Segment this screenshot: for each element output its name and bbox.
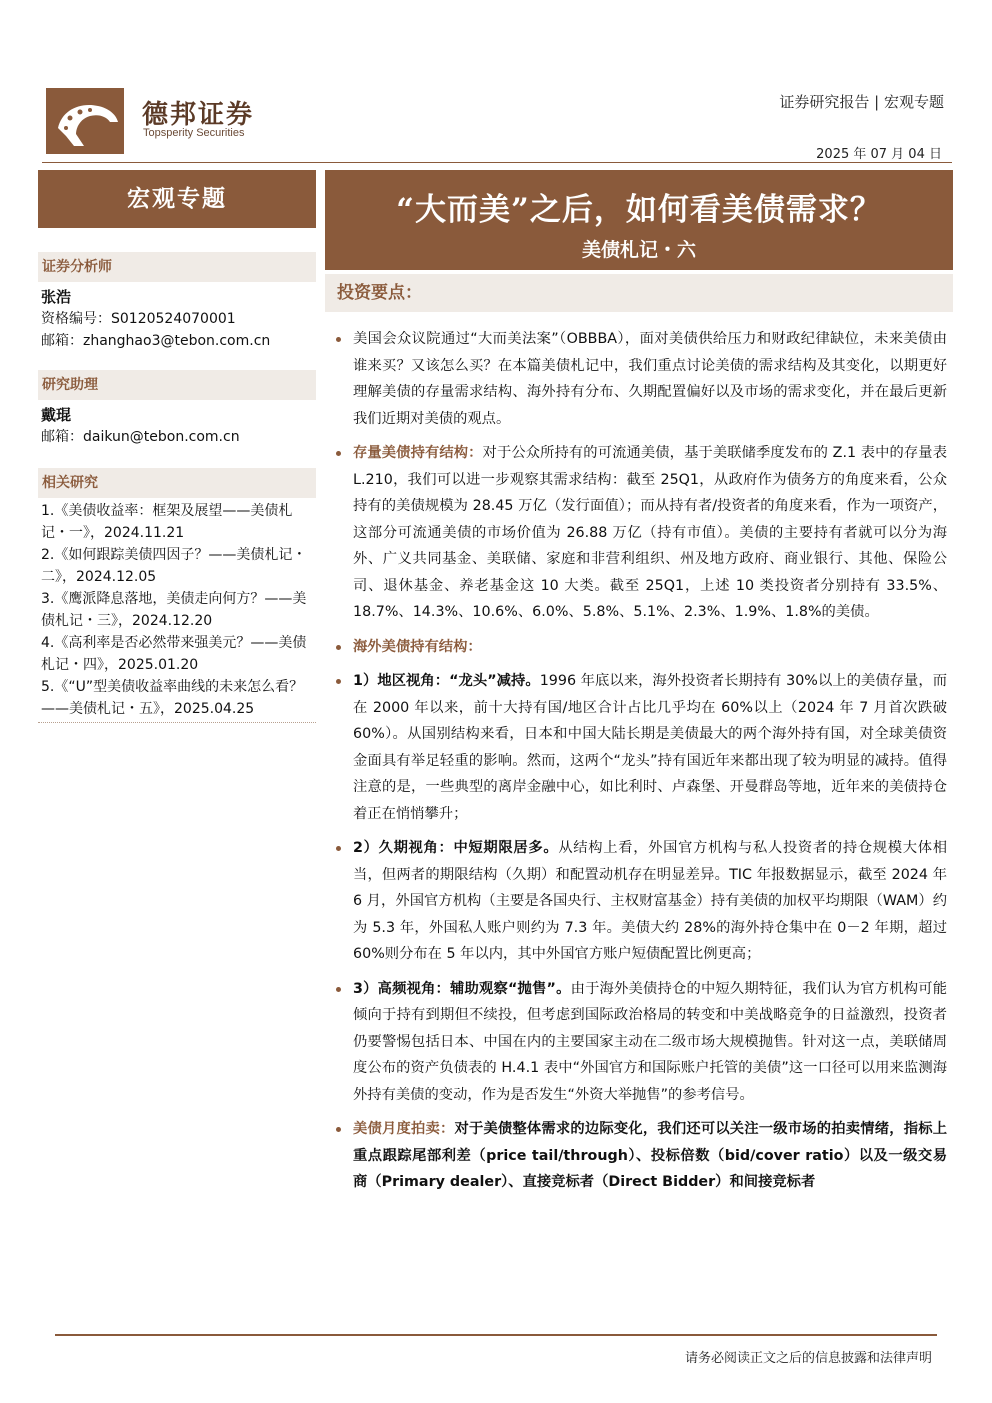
assistant-heading: 研究助理 — [38, 370, 316, 400]
key-point-paragraph: 1）地区视角：“龙头”减持。1996 年底以来，海外投资者长期持有 30%以上的美债存量，而在 2000 年以来，前十大持有国/地区合计占比几乎均在 60%以上（2024 年 7 月首次跌破 60%）。从国别结构来看，日本和中国大陆长期是美债最大的两个海外持有国，对全球美债资金面具有举足轻重的影响。然而，这两个“龙头”持有国近年来都出现了较为明显的减持。值得注意的是，一些典型的离岸金融中心，如比利时、卢森堡、开曼群岛等地，近年来的美债持仓着正在悄悄攀升； — [335, 668, 947, 827]
key-point-paragraph: 海外美债持有结构： — [335, 634, 947, 661]
footer-divider — [55, 1334, 937, 1336]
key-points-heading: 投资要点： — [325, 274, 953, 312]
category-banner: 宏观专题 — [38, 170, 316, 228]
bullet-icon — [336, 451, 341, 456]
related-research-item[interactable]: 2.《如何跟踪美债四因子？——美债札记・二》，2024.12.05 — [41, 547, 307, 585]
brand-name-cn: 德邦证券 — [142, 100, 255, 130]
title-banner — [325, 170, 953, 270]
related-research-heading: 相关研究 — [38, 468, 316, 498]
related-research-item[interactable]: 5.《“U”型美债收益率曲线的未来怎么看？——美债札记・五》，2025.04.25 — [41, 679, 304, 717]
analyst-cert: 资格编号：S0120524070001 — [41, 311, 236, 327]
related-research-item[interactable]: 1.《美债收益率：框架及展望——美债札记・一》，2024.11.21 — [41, 503, 293, 541]
brand-name-en: Topsperity Securities — [143, 127, 245, 139]
footer-disclaimer: 请务必阅读正文之后的信息披露和法律声明 — [684, 1351, 932, 1366]
bullet-icon — [336, 679, 341, 684]
related-research-list — [41, 500, 317, 720]
bullet-icon — [336, 337, 341, 342]
bullet-icon — [336, 645, 341, 650]
key-point-paragraph: 3）高频视角：辅助观察“抛售”。由于海外美债持仓的中短久期特征，我们认为官方机构可能倾向于持有到期但不续投，但考虑到国际政治格局的转变和中美战略竞争的日益激烈，投资者仍要警惕包括日本、中国在内的主要国家主动在二级市场大规模抛售。针对这一点，美联储周度公布的资产负债表的 H.4.1 表中“外国官方和国际账户托管的美债”这一口径可以用来监测海外持有美债的变动，作为是否发生“外资大举抛售”的参考信号。 — [335, 976, 947, 1109]
bullet-icon — [336, 1127, 341, 1132]
key-point-paragraph: 美国会众议院通过“大而美法案”（OBBBA），面对美债供给压力和财政纪律缺位，未来美债由谁来买？又该怎么买？在本篇美债札记中，我们重点讨论美债的需求结构及其变化，以期更好理解美债的存量需求结构、海外持有分布、久期配置偏好以及市场的需求变化，并在最后更新我们近期对美债的观点。 — [335, 326, 947, 432]
analyst-name: 张浩 — [41, 288, 72, 306]
company-logo — [46, 88, 124, 154]
bullet-icon — [336, 846, 341, 851]
report-subtitle: 美债札记・六 — [581, 239, 696, 261]
assistant-email[interactable]: 邮箱：daikun@tebon.com.cn — [41, 429, 240, 445]
document-type: 证券研究报告 | 宏观专题 — [779, 93, 944, 111]
leopard-logo-icon — [46, 88, 124, 154]
key-points-body — [335, 326, 947, 1204]
related-research-item[interactable]: 3.《鹰派降息落地，美债走向何方？——美债札记・三》，2024.12.20 — [41, 591, 307, 629]
report-title: “大而美”之后，如何看美债需求？ — [396, 192, 882, 228]
analyst-info — [41, 286, 270, 352]
related-research-item[interactable]: 4.《高利率是否必然带来强美元？——美债札记・四》，2025.01.20 — [41, 635, 307, 673]
key-point-paragraph: 存量美债持有结构：对于公众所持有的可流通美债，基于美联储季度发布的 Z.1 表中的存量表 L.210，我们可以进一步观察其需求结构：截至 25Q1，从政府作为债务方的角度来看，公众持有的美债规模为 28.45 万亿（发行面值）；而从持有者/投资者的角度来看，作为一项资产，这部分可流通美债的市场价值为 26.88 万亿（持有市值）。美债的主要持有者就可以分为海外、广义共同基金、美联储、家庭和非营利组织、州及地方政府、商业银行、其他、保险公司、退休基金、养老基金这 10 大类。截至 25Q1，上述 10 类投资者分别持有 33.5%、18.7%、14.3%、10.6%、6.0%、5.8%、5.1%、2.3%、1.9%、1.8%的美债。 — [335, 440, 947, 626]
key-point-paragraph: 2）久期视角：中短期限居多。从结构上看，外国官方机构与私人投资者的持仓规模大体相当，但两者的期限结构（久期）和配置动机存在明显差异。TIC 年报数据显示，截至 2024 年 6 月，外国官方机构（主要是各国央行、主权财富基金）持有美债的加权平均期限（WAM）约为 5.3 年，外国私人账户则约为 7.3 年。美债大约 28%的海外持仓集中在 0－2 年期，超过 60%则分布在 5 年以内，其中外国官方账户短债配置比例更高； — [335, 835, 947, 968]
key-point-paragraph: 美债月度拍卖：对于美债整体需求的边际变化，我们还可以关注一级市场的拍卖情绪，指标上重点跟踪尾部利差（price tail/through）、投标倍数（bid/cover ratio）以及一级交易商（Primary dealer）、直接竞标者（Direct Bidder）和间接竞标者 — [335, 1116, 947, 1196]
left-column-divider — [38, 722, 316, 723]
bullet-icon — [336, 987, 341, 992]
assistant-info — [41, 404, 240, 448]
analyst-email[interactable]: 邮箱：zhanghao3@tebon.com.cn — [41, 333, 271, 349]
report-date: 2025 年 07 月 04 日 — [816, 147, 942, 162]
header-divider — [42, 162, 952, 163]
assistant-name: 戴琨 — [41, 406, 72, 424]
analyst-heading: 证券分析师 — [38, 252, 316, 282]
